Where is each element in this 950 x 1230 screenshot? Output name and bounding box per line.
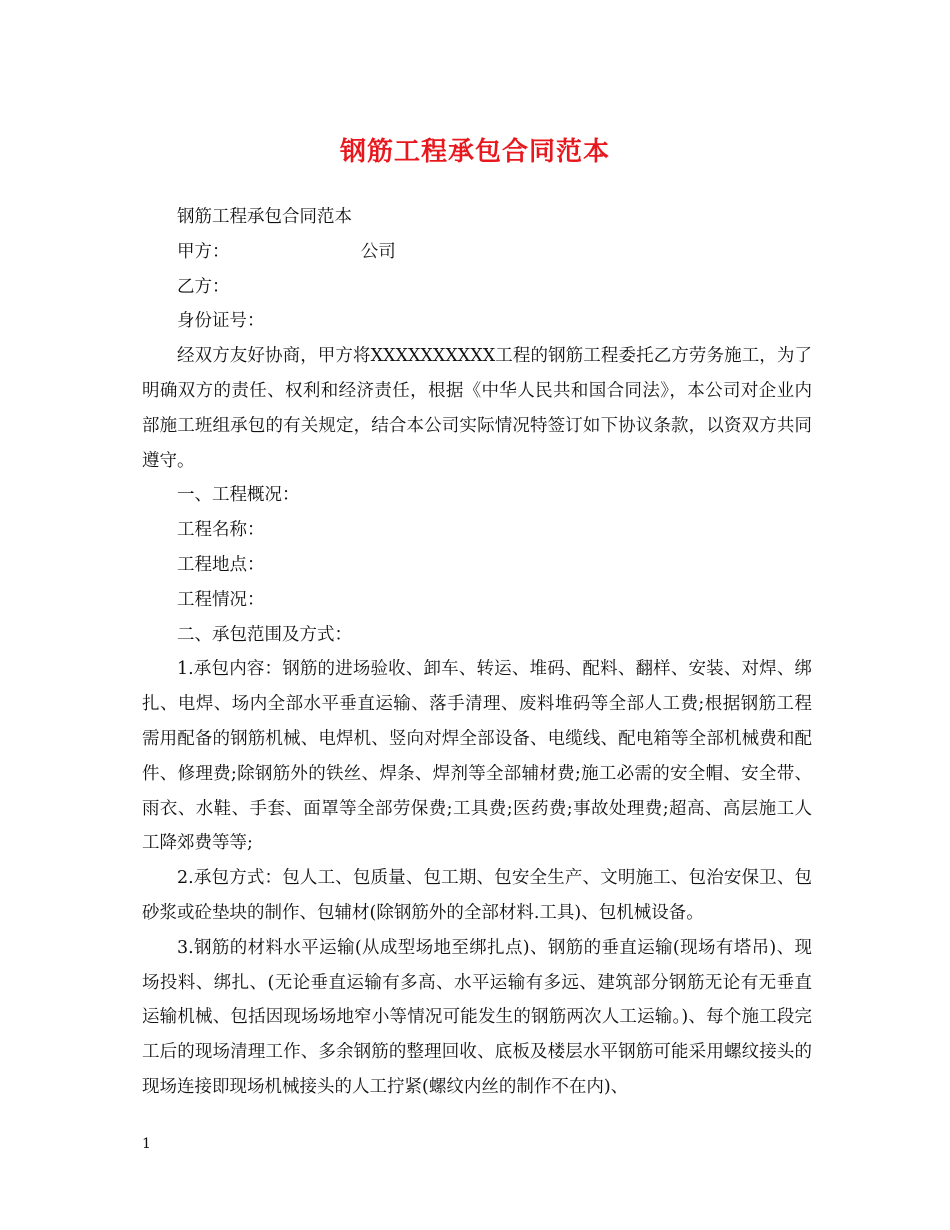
paragraph-scope-content: 1.承包内容：钢筋的进场验收、卸车、转运、堆码、配料、翻样、安装、对焊、绑扎、电焊、场内全部水平垂直运输、落手清理、废料堆码等全部人工费;根据钢筋工程需用配备的钢筋机械、电焊机、竖向对焊全部设备、电缆线、配电箱等全部机械费和配件、修理费;除钢筋外的铁丝、焊条、焊剂等全部辅材费;施工必需的安全帽、安全带、雨衣、水鞋、手套、面罩等全部劳保费;工具费;医药费;事故处理费;超高、高层施工人工降郊费等等; [142,659,812,854]
section-scope-and-method: 二、承包范围及方式： [177,624,352,645]
paragraph-id-number: 身份证号： [177,311,265,332]
paragraph-preamble: 经双方友好协商，甲方将XXXXXXXXXX工程的钢筋工程委托乙方劳务施工，为了明确双方的责任、权利和经济责任，根据《中华人民共和国合同法》，本公司对企业内部施工班组承包的有关规定，结合本公司实际情况特签订如下协议条款，以资双方共同遵守。 [142,346,812,471]
page-number: 1 [142,1136,151,1152]
paragraph-project-status: 工程情况： [177,589,265,610]
document-body [142,200,812,1105]
paragraph-contract-method: 2.承包方式：包人工、包质量、包工期、包安全生产、文明施工、包治安保卫、包砂浆或砼垫块的制作、包辅材(除钢筋外的全部材料.工具)、包机械设备。 [142,868,812,923]
paragraph-party-a: 甲方： 公司 [177,241,396,262]
paragraph-heading-repeat: 钢筋工程承包合同范本 [177,207,352,227]
paragraph-project-name: 工程名称： [177,520,265,541]
paragraph-transport: 3.钢筋的材料水平运输(从成型场地至绑扎点)、钢筋的垂直运输(现场有塔吊)、现场投料、绑扎、(无论垂直运输有多高、水平运输有多远、建筑部分钢筋无论有无垂直运输机械、包括因现场场地窄小等情况可能发生的钢筋两次人工运输。)、每个施工段完工后的现场清理工作、多余钢筋的整理回收、底板及楼层水平钢筋可能采用螺纹接头的现场连接即现场机械接头的人工拧紧(螺纹内丝的制作不在内)、 [142,937,812,1097]
section-project-overview: 一、工程概况： [177,485,300,506]
paragraph-party-b: 乙方： [177,276,230,297]
document-title: 钢筋工程承包合同范本 [339,137,610,167]
paragraph-project-location: 工程地点： [177,554,265,575]
